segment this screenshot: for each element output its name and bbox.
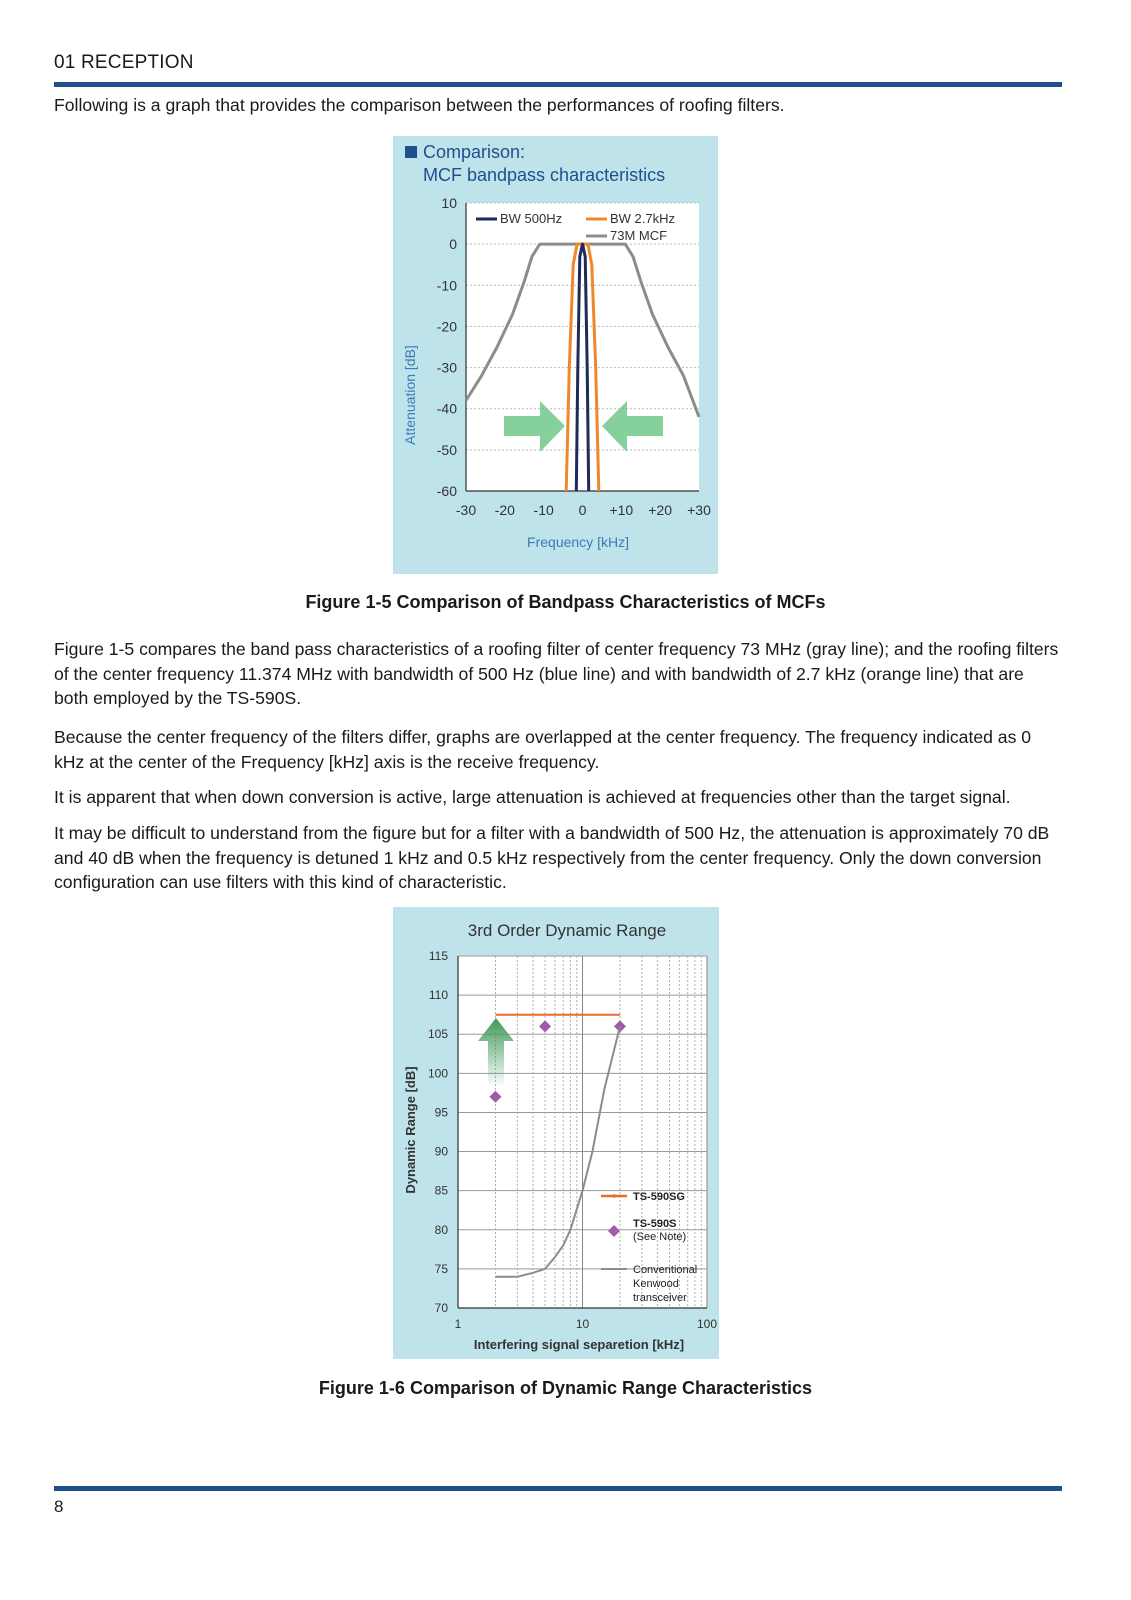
chart2-title: 3rd Order Dynamic Range bbox=[467, 921, 667, 940]
chart1-ytick-label: -60 bbox=[436, 483, 457, 499]
figure2-caption: Figure 1-6 Comparison of Dynamic Range Characteristics bbox=[318, 1378, 813, 1398]
paragraph-4: It may be difficult to understand from the figure but for a filter with a bandwidth of 500 Hz, the attenuation is approximately 70 dB and 40 dB when the frequency is detuned 1 kHz and 0.5 kHz respectively from the center frequency. Only the down conversion configuration can use filters with this kind of characteristic. bbox=[54, 823, 1050, 892]
chart1-xtick-label: 0 bbox=[578, 502, 587, 518]
legend-ts590sg-dot bbox=[612, 1194, 616, 1198]
chart1-ylabel: Attenuation [dB] bbox=[402, 345, 418, 445]
legend-ts590sg-label: TS-590SG bbox=[633, 1191, 685, 1203]
chart1-xtick-label: +20 bbox=[648, 502, 673, 518]
chart2-ytick-label: 110 bbox=[428, 988, 448, 1003]
chart1-title-line1: Comparison: bbox=[423, 142, 526, 162]
chart2-ytick-label: 85 bbox=[434, 1183, 448, 1198]
chart1-xtick-label: -10 bbox=[533, 502, 554, 518]
title-square-icon bbox=[405, 146, 417, 158]
paragraph-3: It is apparent that when down conversion is active, large attenuation is achieved at frequencies other than the target signal. bbox=[54, 787, 1011, 807]
chart1-ytick-label: 0 bbox=[449, 236, 457, 253]
legend-conventional-line3: transceiver bbox=[633, 1292, 687, 1304]
chart2-ytick-label: 75 bbox=[434, 1261, 448, 1276]
header-rule bbox=[54, 82, 1062, 87]
legend-conventional-line2: Kenwood bbox=[633, 1278, 679, 1290]
legend-2_7khz-label: BW 2.7kHz bbox=[610, 211, 676, 226]
chart2-xtick-label: 10 bbox=[575, 1317, 590, 1331]
chart1-xlabel: Frequency [kHz] bbox=[527, 534, 629, 550]
legend-500hz-label: BW 500Hz bbox=[500, 211, 563, 226]
chart1-ytick-label: -40 bbox=[436, 400, 457, 417]
legend-73m-label: 73M MCF bbox=[610, 228, 668, 243]
chart2-xlabel: Interfering signal separetion [kHz] bbox=[473, 1337, 685, 1352]
legend-ts590s-label: TS-590S bbox=[633, 1218, 677, 1230]
chart1-xtick-label: -30 bbox=[455, 502, 477, 518]
chart2-ytick-label: 70 bbox=[434, 1301, 448, 1315]
paragraph-1: Figure 1-5 compares the band pass characteristics of a roofing filter of center frequency 73 MHz (gray line); and the roofing filters of the center frequency 11.374 MHz with bandwidth of 500 Hz (blue line) and with bandwidth of 2.7 kHz (orange line) that are both employed by the TS-590S. bbox=[54, 639, 1059, 708]
figure-bandpass-chart bbox=[393, 136, 718, 574]
chart1-title-line2: MCF bandpass characteristics bbox=[423, 165, 666, 185]
chart1-xtick-label: -20 bbox=[494, 502, 515, 518]
chart2-ylabel: Dynamic Range [dB] bbox=[403, 1066, 418, 1194]
chart1-ytick-label: -20 bbox=[436, 318, 457, 335]
chart2-xtick-label: 100 bbox=[696, 1317, 718, 1331]
chart2-ytick-label: 105 bbox=[427, 1027, 448, 1042]
chart1-ytick-label: -50 bbox=[436, 441, 457, 458]
figure1-caption: Figure 1-5 Comparison of Bandpass Characteristics of MCFs bbox=[305, 592, 826, 612]
chart2-ytick-label: 90 bbox=[434, 1144, 448, 1159]
chart1-ytick-label: -30 bbox=[436, 359, 457, 376]
legend-ts590s-note: (See Note) bbox=[633, 1231, 687, 1243]
chart2-ytick-label: 80 bbox=[434, 1222, 448, 1237]
chart1-ytick-label: 10 bbox=[441, 195, 457, 211]
chart1-ytick-label: -10 bbox=[436, 277, 457, 294]
chart2-ytick-label: 115 bbox=[428, 949, 448, 963]
page-number: 8 bbox=[54, 1497, 64, 1516]
intro-text: Following is a graph that provides the comparison between the performances of roofing filters. bbox=[54, 95, 785, 115]
chart2-ytick-label: 95 bbox=[434, 1105, 448, 1120]
figure-dynamic-range-chart bbox=[393, 907, 719, 1359]
section-title: 01 RECEPTION bbox=[54, 52, 194, 73]
chart2-xtick-label: 1 bbox=[454, 1317, 462, 1331]
chart1-xtick-label: +30 bbox=[687, 502, 711, 518]
paragraph-2: Because the center frequency of the filters differ, graphs are overlapped at the center frequency. The frequency indicated as 0 kHz at the center of the Frequency [kHz] axis is the receive frequency. bbox=[54, 727, 1032, 772]
footer-rule bbox=[54, 1486, 1062, 1491]
chart2-ytick-label: 100 bbox=[427, 1066, 448, 1081]
legend-conventional-line1: Conventional bbox=[633, 1264, 698, 1276]
chart1-xtick-label: +10 bbox=[609, 502, 634, 518]
